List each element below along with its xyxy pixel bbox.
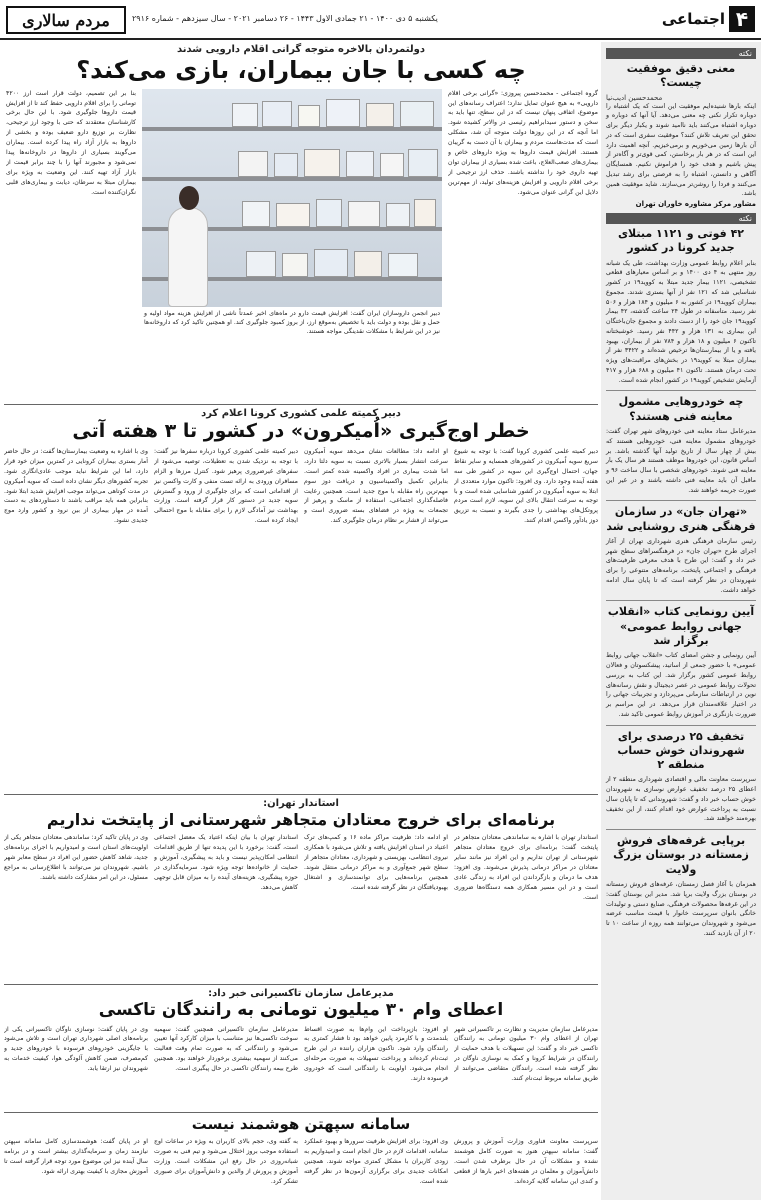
pharmacist-figure [168, 207, 208, 307]
story-column: مدیرعامل سازمان تاکسیرانی همچنین گفت: سهمیه سوخت تاکسی‌ها نیز متناسب با میزان کارکرد آنها تعیین می‌شود و رانندگانی که به صورت تمام وقت فعالیت می‌کنند از سهمیه بیشتری برخوردار خواهند بود. همچنین طرح بیمه رانندگان تاکسی در حال پیگیری است. [154, 1025, 298, 1073]
story-column: مدیرعامل سازمان مدیریت و نظارت بر تاکسیرانی شهر تهران از اعطای وام ۳۰ میلیون تومانی به رانندگان تاکسی خبر داد و گفت: این تسهیلات با هدف حمایت از رانندگان در شرایط کرونا و کمک به نوسازی ناوگان در نظر گرفته شده است. رانندگان متقاضی می‌توانند از طریق سامانه مربوط ثبت‌نام کنند. [454, 1025, 598, 1083]
story-headline: اعطای وام ۳۰ میلیون تومانی به رانندگان تاکسی [98, 1000, 504, 1020]
divider [606, 600, 756, 601]
sidebar-article-2 [606, 227, 756, 385]
photo-block [142, 89, 442, 402]
story-addicts [4, 798, 598, 984]
sidebar-article-6 [606, 730, 756, 825]
section-number: ۴ [729, 6, 755, 32]
divider [4, 404, 598, 405]
sidebar-article-3 [606, 395, 756, 495]
article-title: «تهران جان» در سازمان فرهنگی هنری روشنایی شد [606, 505, 756, 533]
story-kicker: استاندار تهران: [263, 798, 339, 809]
story-headline: چه کسی با جان بیماران، بازی می‌کند؟ [76, 56, 526, 84]
divider [606, 725, 756, 726]
story-column: وی با اشاره به وضعیت بیمارستان‌ها گفت: در حال حاضر آمار بستری بیماران کرونایی در کمترین میزان خود قرار دارد، اما این شرایط نباید موجب عادی‌انگاری شود. تجربه کشورهای دیگر نشان داده است که سویه اُمیکرون در مدت کوتاهی می‌تواند موجب افزایش شدید ابتلا شود. بنابراین همه باید مراقب باشند تا دستاوردهای به دست آمده در مهار بیماری از بین نرود و کشور وارد موج جدیدی نشود. [4, 447, 148, 525]
section-label: اجتماعی [661, 10, 725, 28]
article-body: رئیس سازمان فرهنگی هنری شهرداری تهران از آغاز اجرای طرح «تهران جان» در فرهنگسراهای سطح شهر خبر داد و گفت: این طرح با هدف معرفی ظرفیت‌های فرهنگی و اجتماعی پایتخت، برنامه‌های متنوعی را برای شهروندان در نظر گرفته است که تا پایان سال ادامه خواهد داشت. [606, 537, 756, 594]
story-kicker: مدیرعامل سازمان تاکسیرانی خبر داد: [208, 988, 394, 999]
pharmacy-photo [142, 89, 442, 307]
story-headline: خطر اوج‌گیری «اُمیکرون» در کشور تا ۳ هفته آتی [72, 420, 530, 442]
section-badge [662, 6, 755, 32]
story-drug-prices [4, 42, 598, 402]
sidebar [601, 42, 761, 1200]
article-signature: مشاور مرکز مشاوره خاوران تهران [635, 200, 756, 209]
article-body: سرپرست معاونت مالی و اقتصادی شهرداری منطقه ۲ از اعطای ۲۵ درصد تخفیف عوارض نوسازی به شهروندان خوش حساب خبر داد و گفت: شهروندانی که تا پایان سال نسبت به پرداخت عوارض خود اقدام کنند، از این تخفیف بهره‌مند خواهند شد. [606, 776, 757, 823]
main-content [4, 42, 598, 1200]
article-title: ۴۲ فوتی و ۱۱۲۱ مبتلای جدید کرونا در کشور [617, 227, 745, 255]
article-title: تخفیف ۲۵ درصدی برای شهروندان خوش حساب منطقه ۲ [617, 729, 745, 772]
divider [4, 984, 598, 985]
story-column: دبیر کمیته علمی کشوری کرونا درباره سفرها نیز گفت: با توجه به نزدیک شدن به تعطیلات، توصیه می‌شود از سفرهای غیرضروری پرهیز شود. کنترل مرزها و الزام مسافران ورودی به ارائه تست منفی و کارت واکسن نیز از اقداماتی است که برای جلوگیری از ورود و گسترش سویه جدید در دستور کار قرار گرفته است. وزارت بهداشت نیز آمادگی لازم را برای مقابله با موج احتمالی ایجاد کرده است. [154, 447, 298, 525]
story-omicron [4, 408, 598, 794]
divider [606, 390, 756, 391]
story-headline: سامانه سپهتن هوشمند نیست [191, 1116, 411, 1133]
divider [4, 794, 598, 795]
sidebar-article-1 [606, 62, 756, 208]
sidebar-article-5 [606, 605, 756, 719]
story-column: وی افزود: برای افزایش ظرفیت سرورها و بهبود عملکرد سامانه، اقدامات لازم در حال انجام است و امیدواریم به زودی کاربران با مشکل کمتری مواجه شوند. همچنین امکانات جدیدی برای برگزاری آزمون‌ها در نظر گرفته شده است. [304, 1138, 448, 1185]
story-column: او افزود: بازپرداخت این وام‌ها به صورت اقساط بلندمدت و با کارمزد پایین خواهد بود تا فشار کمتری به رانندگان وارد شود. تاکنون هزاران راننده در این طرح ثبت‌نام کرده‌اند و پرداخت تسهیلات به صورت مرحله‌ای انجام می‌شود. اولویت با رانندگانی است که خودروی فرسوده دارند. [304, 1025, 448, 1083]
story-column: بنا بر این تصمیم، دولت قرار است ارز ۴۲۰۰ تومانی را برای اقلام دارویی حفظ کند تا از افزایش قیمت داروها جلوگیری شود. با این حال برخی کارشناسان معتقدند که حتی با وجود ارز ترجیحی، نظارت بر توزیع دارو ضعیف بوده و بخشی از داروها به بازار آزاد راه پیدا کرده است. بیماران می‌گویند بسیاری از داروها در داروخانه‌ها پیدا نمی‌شود و مجبورند آنها را با چند برابر قیمت از بازار آزاد تهیه کنند. این وضعیت به ویژه برای بیماران مبتلا به سرطان، دیابت و بیماری‌های قلبی نگران‌کننده است. [6, 89, 136, 196]
story-column: استاندار تهران با بیان اینکه اعتیاد یک معضل اجتماعی است، گفت: برخورد با این پدیده تنها از طریق اقدامات انتظامی امکان‌پذیر نیست و باید به پیشگیری، آموزش و حمایت از خانواده‌ها توجه ویژه شود. سرمایه‌گذاری در حوزه پیشگیری، هزینه‌های آینده را به میزان قابل توجهی کاهش می‌دهد. [154, 834, 298, 891]
nokte-label: نکته [606, 48, 756, 59]
newspaper-masthead: مردم سالاری [6, 6, 126, 34]
story-sepehtan [4, 1116, 598, 1200]
article-author: محمدحسین ادیب‌نیا [606, 93, 663, 102]
story-column: دبیر کمیته علمی کشوری کرونا گفت: با توجه به شیوع سریع سویه اُمیکرون در کشورهای همسایه و سایر نقاط جهان، احتمال اوج‌گیری این سویه در کشور طی سه هفته آینده وجود دارد. وی افزود: تاکنون موارد متعددی از ابتلا به سویه اُمیکرون در کشور شناسایی شده است و با توجه به سرعت انتقال بالای این سویه، لازم است مردم پروتکل‌های بهداشتی را جدی بگیرند و نسبت به تزریق دوز یادآور واکسن اقدام کنند. [454, 447, 598, 525]
story-column: استاندار تهران با اشاره به ساماندهی معتادان متجاهر در پایتخت گفت: برنامه‌ای برای خروج معتادان متجاهر شهرستانی از تهران نداریم و این افراد نیز مانند سایر معتادان در مراکز درمانی پذیرش می‌شوند. وی افزود: هدف ما درمان و بازگرداندن این افراد به زندگی عادی است و در این مسیر همکاری همه دستگاه‌ها ضروری است. [454, 834, 598, 901]
story-kicker: دولتمردان بالاخره متوجه گرانی اقلام دارویی شدند [177, 44, 425, 55]
article-body: همزمان با آغاز فصل زمستان، غرفه‌های فروش زمستانه در بوستان بزرگ ولایت برپا شد. مدیر این بوستان گفت: در این غرفه‌ها محصولات فرهنگی، صنایع دستی و تولیدات خانگی بانوان سرپرست خانوار با قیمت مناسب عرضه می‌شود و شهروندان می‌توانند همه روزه از ساعت ۱۰ تا ۲۰ از آن بازدید کنند. [606, 881, 756, 937]
article-title: برپایی غرفه‌های فروش زمستانه در بوستان بزرگ ولایت [613, 834, 749, 876]
article-body: اینکه بارها شنیده‌ایم موفقیت این است که یک اشتباه را دوباره تکرار نکنی چه معنی می‌دهد. آیا آنها که دوباره و دوباره اشتباه می‌کنند باید ناامید شوند و یکبار دیگر برای تحقق این تعریف تلاش کنند؟ موفقیت سفری است که در آن بارها زمین می‌خوریم و برمی‌خیزیم. آنچه اهمیت دارد این است که در هر بار برخاستن، کمی قوی‌تر و آگاه‌تر از پیش باشیم و هدف خود را فراموش نکنیم. همسایگان آگاهی و دانستن، اشتباه را به فرصتی برای رشد تبدیل می‌کنند و فردا را روشن‌تر می‌سازند. شاید موفقیت همین باشد. [606, 102, 756, 198]
sidebar-article-4 [606, 505, 756, 595]
story-column: وی در پایان گفت: نوسازی ناوگان تاکسیرانی یکی از برنامه‌های اصلی شهرداری تهران است و تلاش می‌شود با جایگزینی خودروهای فرسوده با خودروهای جدید و کم‌مصرف، ضمن کاهش آلودگی هوا، کیفیت خدمات به شهروندان نیز ارتقا یابد. [4, 1025, 148, 1073]
story-kicker: دبیر کمیته علمی کشوری کرونا اعلام کرد [201, 408, 401, 419]
story-column: او ادامه داد: ظرفیت مراکز ماده ۱۶ و کمپ‌های ترک اعتیاد در استان افزایش یافته و تلاش می‌شود با همکاری نیروی انتظامی، بهزیستی و شهرداری، معتادان متجاهر از سطح شهر جمع‌آوری و به مراکز درمانی منتقل شوند. همچنین برنامه‌هایی برای توانمندسازی و اشتغال بهبودیافتگان در نظر گرفته شده است. [304, 834, 448, 891]
story-taxi-loans [4, 988, 598, 1112]
divider [606, 500, 756, 501]
article-body: بنابر اعلام روابط عمومی وزارت بهداشت، طی یک شبانه روز منتهی به ۴ دی ۱۴۰۰ و بر اساس معیارهای قطعی تشخیصی، ۱۱۲۱ بیمار جدید مبتلا به کووید۱۹ در کشور شناسایی شد که ۱۲۱ نفر از آنها بستری شدند. مجموع بیماران کووید۱۹ در کشور به ۶ میلیون و ۱۸۴ هزار و ۵۰۶ نفر رسید. متاسفانه در طول ۲۴ ساعت گذشته، ۴۲ بیمار کووید۱۹ جان خود را از دست دادند و مجموع جان‌باختگان این بیماری به ۱۳۱ هزار و ۴۴۲ نفر رسید. خوشبختانه تاکنون ۶ میلیون و ۱۸ هزار و ۷۸۴ نفر از بیماران، بهبود یافته و یا از بیمارستان‌ها ترخیص شده‌اند و ۳۴۲۲ نفر از بیماران مبتلا به کووید۱۹ در بخش‌های مراقبت‌های ویژه تحت درمان هستند. تاکنون ۴۱ میلیون و ۶۸۸ هزار و ۴۱۷ آزمایش تشخیص کووید۱۹ در کشور انجام شده است. [606, 259, 757, 384]
story-column: او ادامه داد: مطالعات نشان می‌دهد سویه اُمیکرون سرعت انتشار بسیار بالاتری نسبت به سویه دلتا دارد، اما شدت بیماری در افراد واکسینه شده کمتر است. بنابراین تکمیل واکسیناسیون و دریافت دوز سوم مهم‌ترین راه مقابله با موج جدید است. همچنین رعایت فاصله‌گذاری اجتماعی، استفاده از ماسک و پرهیز از تجمعات به ویژه در فضاهای بسته ضروری است و می‌تواند از فشار بر نظام درمان جلوگیری کند. [304, 447, 448, 525]
article-title: چه خودروهایی مشمول معاینه فنی هستند؟ [618, 395, 744, 423]
nokte-label: نکته [606, 213, 756, 224]
story-column: گروه اجتماعی - محمدحسین پیروزی: «گرانی برخی اقلام دارویی» به هیچ عنوان تمایل ندارد؛ اعتراف رسانه‌های این موضوع، اتفاقی پنهان نیست که در این سطح، تنها باید به سخن و دستور سیدابراهیم رئیسی در والاتر کشیده شود. اما آنچه که در این روزها دولت متوجه آن شد، مشکلی است که مدت‌هاست مردم و بیماران با آن دست به گریبان هستند. افزایش قیمت داروها به ویژه داروهای خاص و بیماری‌های صعب‌العلاج، باعث شده بسیاری از بیماران توان تهیه داروی خود را نداشته باشند. حذف ارز ترجیحی از برخی اقلام دارویی و افزایش هزینه‌های تولید، از مهم‌ترین دلایل این گرانی عنوان می‌شود. [448, 89, 598, 196]
story-column: او در پایان گفت: هوشمندسازی کامل سامانه سپهتن نیازمند زمان و سرمایه‌گذاری بیشتر است و در برنامه سال آینده نیز این موضوع مورد توجه قرار گرفته است تا آموزش مجازی با کیفیت بهتری ارائه شود. [4, 1138, 148, 1176]
page-header [0, 0, 761, 40]
photo-caption: دبیر انجمن داروسازان ایران گفت: افزایش قیمت دارو در ماه‌های اخیر عمدتاً ناشی از افزایش هزینه مواد اولیه و حمل و نقل بوده و دولت باید با تخصیص به‌موقع ارز، از بروز کمبود جلوگیری کند. او همچنین تاکید کرد که داروخانه‌ها نیز در این شرایط با مشکلات نقدینگی مواجه هستند. [144, 309, 440, 336]
issue-line: یکشنبه ۵ دی ۱۴۰۰ - ۲۱ جمادی الاول ۱۴۴۳ - ۲۶ دسامبر ۲۰۲۱ - سال سیزدهم - شماره ۲۹۱۶ [132, 14, 438, 23]
sidebar-article-7 [606, 834, 756, 938]
article-body: آیین رونمایی و جشن امضای کتاب «انقلاب جهانی روابط عمومی» با حضور جمعی از اساتید، پیشکسوتان و فعالان روابط عمومی کشور برگزار شد. این کتاب به بررسی تحولات روابط عمومی در عصر دیجیتال و نقش رسانه‌های نوین در ارتباطات سازمانی می‌پردازد و تجربیات جهانی را در اختیار علاقه‌مندان قرار می‌دهد. در این مراسم بر ضرورت بازنگری در آموزش روابط عمومی تاکید شد. [606, 652, 756, 718]
article-title: آیین رونمایی کتاب «انقلاب جهانی روابط عمومی» برگزار شد [607, 605, 755, 647]
story-headline: برنامه‌ای برای خروج معتادان متجاهر شهرستانی از پایتخت نداریم [46, 810, 556, 829]
story-column: به گفته وی، حجم بالای کاربران به ویژه در ساعات اوج استفاده موجب بروز اختلال می‌شود و تیم فنی به صورت شبانه‌روزی در حال رفع این مشکلات است. وزارت آموزش و پرورش از والدین و دانش‌آموزان برای صبوری تشکر کرد. [154, 1138, 298, 1185]
divider [606, 829, 756, 830]
story-column: سرپرست معاونت فناوری وزارت آموزش و پرورش گفت: سامانه سپهتن هنوز به صورت کامل هوشمند نشده و مشکلات آن در حال برطرف شدن است. دانش‌آموزان و معلمان در هفته‌های اخیر بارها از قطعی و کندی این سامانه گلایه کرده‌اند. [454, 1138, 598, 1185]
article-title: معنی دقیق موفقیت چیست؟ [626, 62, 736, 90]
divider [4, 1112, 598, 1113]
story-column: وی در پایان تاکید کرد: ساماندهی معتادان متجاهر یکی از اولویت‌های استان است و امیدواریم با اجرای برنامه‌های جدید، شاهد کاهش حضور این افراد در سطح معابر شهر باشیم. شهروندان نیز می‌توانند با اطلاع‌رسانی به مراجع مسئول، در این امر مشارکت داشته باشند. [4, 834, 148, 882]
article-body: مدیرعامل ستاد معاینه فنی خودروهای شهر تهران گفت: خودروهای مشمول معاینه فنی، خودروهایی هستند که بیش از چهار سال از تاریخ تولید آنها گذشته باشد. بر اساس قانون، این خودروها موظف هستند هر سال یک بار معاینه فنی شوند. خودروهای شخصی با سال ساخت ۹۶ و ماقبل آن باید معاینه فنی داشته باشند و در غیر این صورت جریمه خواهند شد. [606, 428, 756, 494]
